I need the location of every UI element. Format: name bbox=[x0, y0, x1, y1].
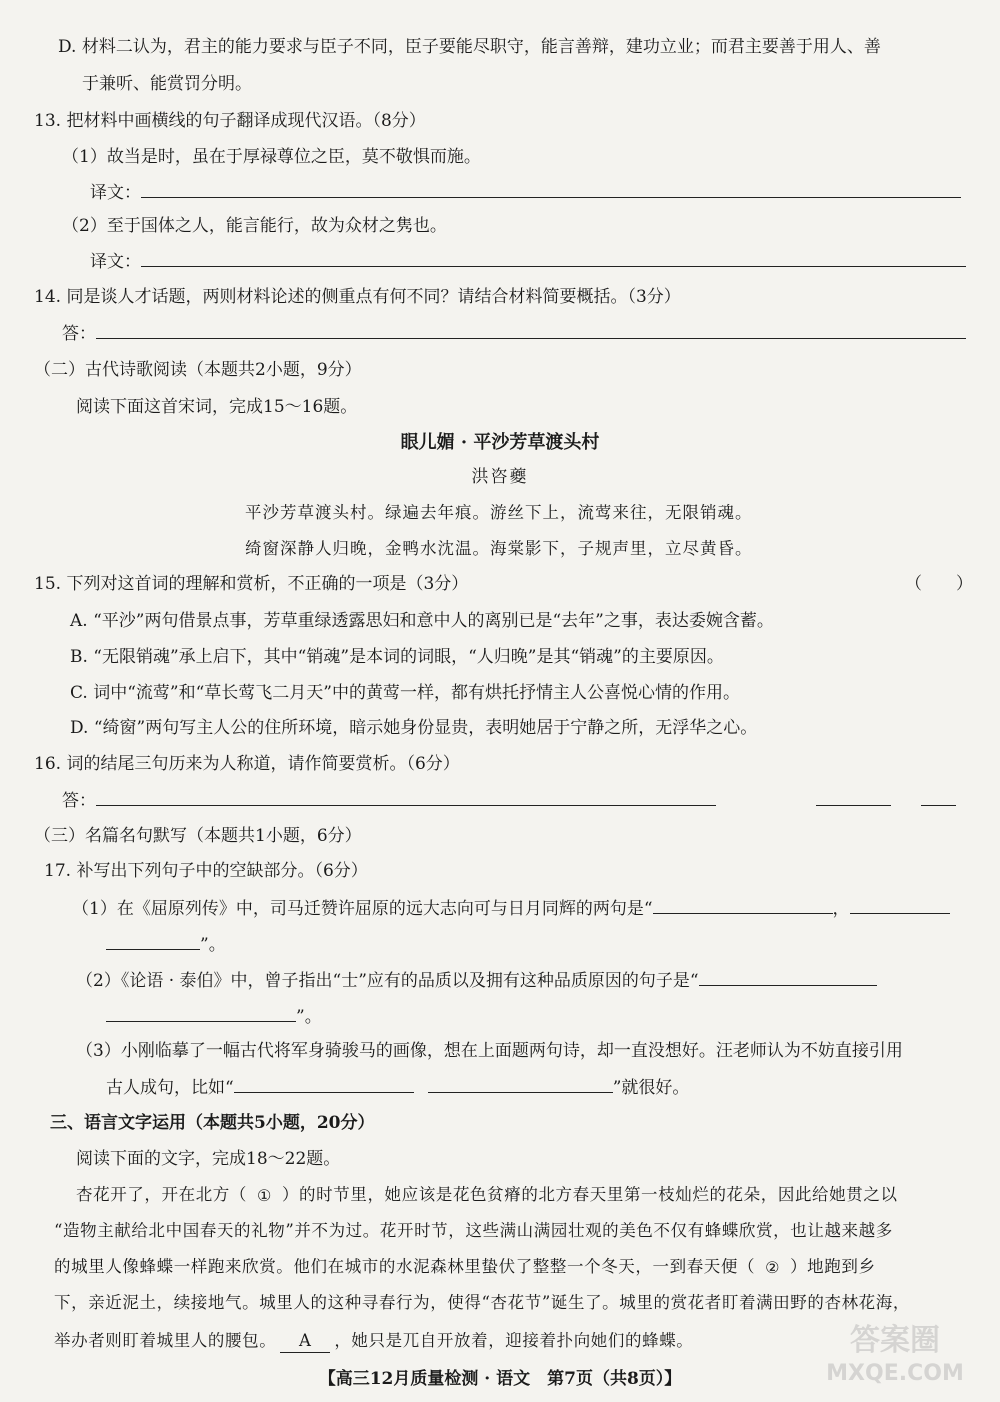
q17-item-3-text: 古人成句，比如“ bbox=[106, 1078, 234, 1098]
poem-author: 洪咨夔 bbox=[471, 467, 529, 487]
section-2-intro: 阅读下面这首宋词，完成15～16题。 bbox=[76, 397, 358, 417]
q13-sentence-2: （2）至于国体之人，能言能行，故为众材之隽也。 bbox=[62, 216, 447, 236]
section-2-heading: （二）古代诗歌阅读（本题共2小题，9分） bbox=[34, 360, 362, 380]
translation-label: 译文： bbox=[90, 252, 141, 272]
watermark-text-top: 答案圈 bbox=[850, 1323, 940, 1358]
passage-text: ，她只是兀自开放着，迎接着扑向她们的蜂蝶。 bbox=[334, 1331, 694, 1350]
passage-line-5 bbox=[54, 1330, 693, 1353]
poem-title: 眼儿媚 · 平沙芳草渡头村 bbox=[400, 432, 600, 453]
answer-label: 答： bbox=[62, 324, 96, 344]
blank-a[interactable]: A bbox=[280, 1330, 330, 1353]
passage-text: ）地跑到乡 bbox=[790, 1257, 876, 1276]
q15-answer-bracket[interactable]: （ ） bbox=[905, 574, 973, 594]
q15-prompt: 15. 下列对这首词的理解和赏析，不正确的一项是（3分） bbox=[34, 574, 469, 594]
language-section-intro: 阅读下面的文字，完成18～22题。 bbox=[76, 1149, 341, 1169]
q17-item-2-text: （2）《论语 · 泰伯》中，曾子指出“士”应有的品质以及拥有这种品质原因的句子是“ bbox=[76, 971, 699, 991]
q17-item-1-blank-2[interactable] bbox=[850, 897, 950, 914]
q14-prompt: 14. 同是谈人才话题，两则材料论述的侧重点有何不同？请结合材料简要概括。（3分） bbox=[34, 287, 681, 307]
poem-line-2: 绮窗深静人归晚，金鸭水沈温。海棠影下，子规声里，立尽黄昏。 bbox=[245, 539, 753, 558]
q13-translation-1-row bbox=[90, 181, 961, 204]
page-footer: 【高三12月质量检测 · 语文 第7页（共8页）】 bbox=[318, 1369, 682, 1389]
q15-option-a: A. “平沙”两句借景点事，芳草重绿透露思妇和意中人的离别已是“去年”之事，表达委婉含蓄。 bbox=[70, 611, 774, 631]
comma: ， bbox=[832, 899, 850, 919]
passage-line-1 bbox=[76, 1184, 898, 1206]
q16-answer-blank-2[interactable] bbox=[816, 789, 891, 806]
passage-line-2: “造物主献给北中国春天的礼物”并不为过。花开时节，这些满山满园壮观的美色不仅有蜂蝶欣赏，也让越来越多 bbox=[54, 1221, 893, 1240]
passage-text: 举办者则盯着城里人的腰包。 bbox=[54, 1331, 277, 1350]
q17-item-3-blank-1[interactable] bbox=[234, 1076, 414, 1093]
q17-item-2-row bbox=[76, 969, 877, 992]
q14-answer-blank[interactable] bbox=[96, 322, 966, 339]
q16-answer-row bbox=[62, 789, 956, 812]
section-3-heading: （三）名篇名句默写（本题共1小题，6分） bbox=[34, 826, 362, 846]
q12-option-d-line1: D. 材料二认为，君主的能力要求与臣子不同，臣子要能尽职守，能言善辩，建功立业；而君主要善于用人、善 bbox=[58, 37, 881, 57]
q17-item-3-row-2 bbox=[106, 1076, 689, 1099]
q13-sentence-1: （1）故当是时，虽在于厚禄尊位之臣，莫不敬惧而施。 bbox=[62, 147, 481, 167]
passage-text: 的城里人像蜂蝶一样跑来欣赏。他们在城市的水泥森林里蛰伏了整整一个冬天，一到春天便（ bbox=[54, 1257, 756, 1276]
blank-2-marker[interactable]: ② bbox=[765, 1258, 781, 1277]
q14-answer-row bbox=[62, 322, 966, 345]
translation-label: 译文： bbox=[90, 183, 141, 203]
q16-prompt: 16. 词的结尾三句历来为人称道，请作简要赏析。（6分） bbox=[34, 754, 460, 774]
q17-item-1-blank-3[interactable] bbox=[106, 933, 200, 950]
q17-item-1-text: （1）在《屈原列传》中，司马迁赞许屈原的远大志向可与日月同辉的两句是“ bbox=[72, 899, 653, 919]
q17-item-2-row-2 bbox=[106, 1005, 322, 1028]
translation-1-blank[interactable] bbox=[141, 181, 961, 198]
passage-text: 杏花开了，开在北方（ bbox=[76, 1185, 247, 1204]
q12-option-d-line2: 于兼听、能赏罚分明。 bbox=[82, 74, 252, 94]
close-quote: ”。 bbox=[296, 1007, 322, 1027]
q17-prompt: 17. 补写出下列句子中的空缺部分。（6分） bbox=[44, 861, 368, 881]
close-quote: ”。 bbox=[200, 935, 226, 955]
q17-item-2-blank-2[interactable] bbox=[106, 1005, 296, 1022]
q17-item-3-blank-2[interactable] bbox=[428, 1076, 613, 1093]
q17-item-1-row bbox=[72, 897, 950, 920]
q15-option-b: B. “无限销魂”承上启下，其中“销魂”是本词的词眼，“人归晚”是其“销魂”的主要原因。 bbox=[70, 647, 724, 667]
q15-option-c: C. 词中“流莺”和“草长莺飞二月天”中的黄莺一样，都有烘托抒情主人公喜悦心情的作用。 bbox=[70, 683, 740, 703]
q13-translation-2-row bbox=[90, 250, 966, 273]
blank-1-marker[interactable]: ① bbox=[257, 1186, 272, 1205]
q15-option-d: D. “绮窗”两句写主人公的住所环境，暗示她身份显贵，表明她居于宁静之所，无浮华之心。 bbox=[70, 718, 758, 738]
q16-answer-blank-3[interactable] bbox=[921, 789, 956, 806]
passage-line-4: 下，亲近泥土，续接地气。城里人的这种寻春行为，使得“杏花节”诞生了。城里的赏花者盯着满田野的杏林花海， bbox=[54, 1293, 910, 1312]
language-section-heading: 三、语言文字运用（本题共5小题，20分） bbox=[50, 1113, 375, 1133]
q16-answer-blank-1[interactable] bbox=[96, 789, 716, 806]
watermark-logo bbox=[810, 1318, 980, 1388]
answer-label: 答： bbox=[62, 791, 96, 811]
q17-item-2-blank-1[interactable] bbox=[699, 969, 877, 986]
q17-item-1-row-2 bbox=[106, 933, 226, 956]
q17-item-3-line1: （3）小刚临摹了一幅古代将军身骑骏马的画像，想在上面题两句诗，却一直没想好。汪老师认为不妨直接引用 bbox=[76, 1041, 903, 1061]
translation-2-blank[interactable] bbox=[141, 250, 966, 267]
q13-prompt: 13. 把材料中画横线的句子翻译成现代汉语。（8分） bbox=[34, 111, 426, 131]
watermark-text-bottom: MXQE.COM bbox=[826, 1361, 964, 1386]
q17-item-1-blank-1[interactable] bbox=[653, 897, 833, 914]
passage-text: ）的时节里，她应该是花色贫瘠的北方春天里第一枝灿烂的花朵，因此给她贯之以 bbox=[281, 1185, 898, 1204]
q17-item-3-tail: ”就很好。 bbox=[612, 1078, 690, 1098]
poem-line-1: 平沙芳草渡头村。绿遍去年痕。游丝下上，流莺来往，无限销魂。 bbox=[245, 503, 753, 522]
passage-line-3 bbox=[54, 1256, 876, 1278]
